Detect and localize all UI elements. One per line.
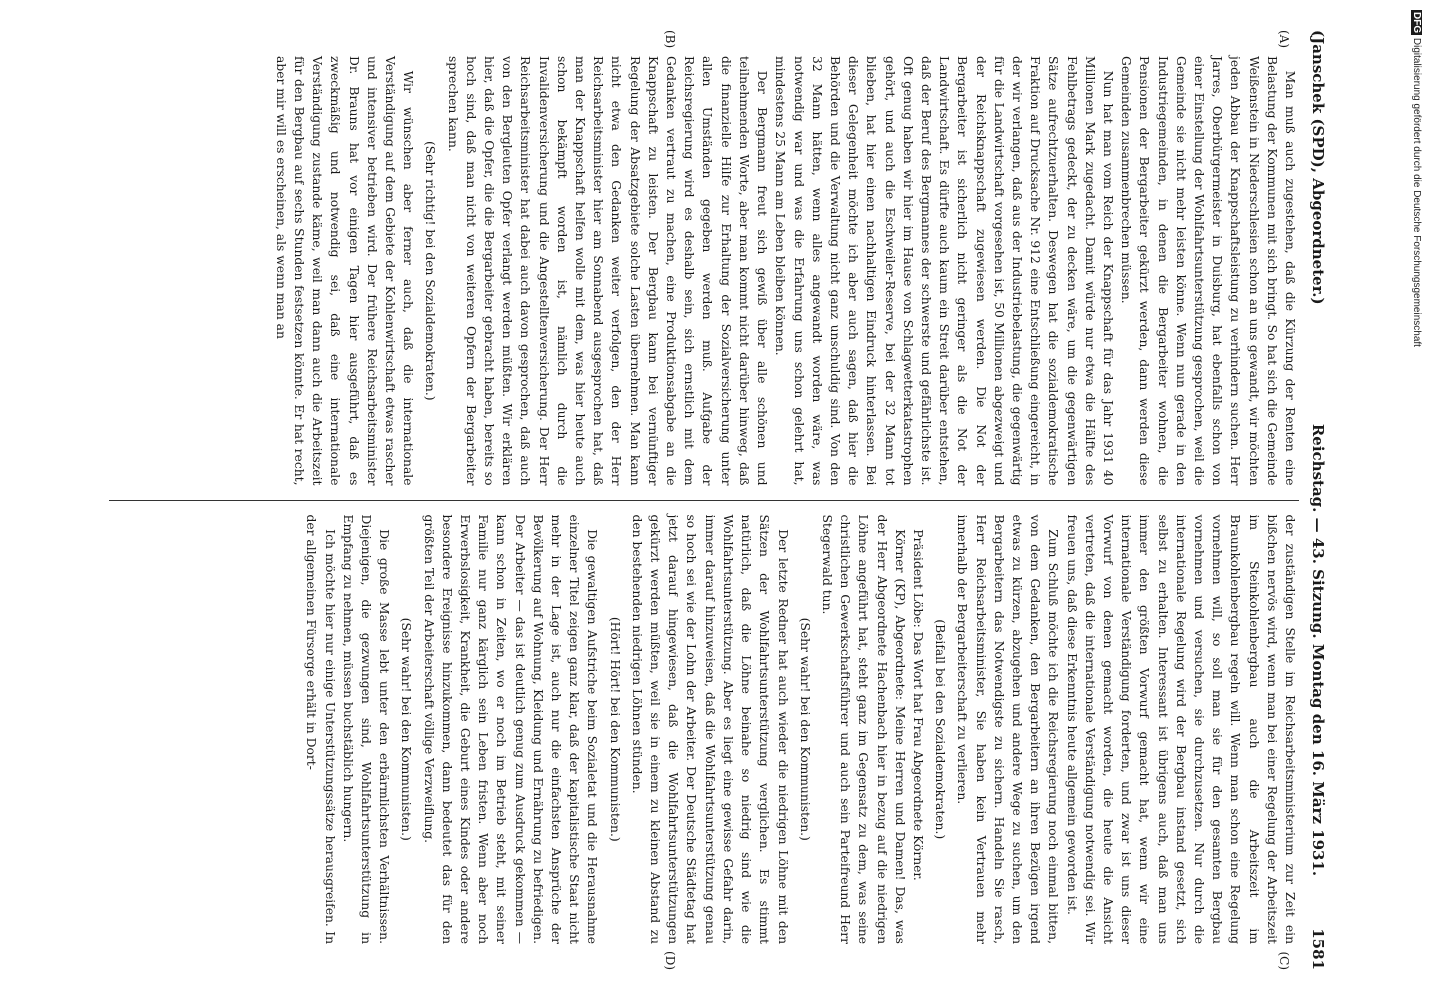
paragraph: Ich möchte hier nur einige Unterstützungssätze herausgreifen. In der allgemeinen Fürsorge erhält in Dort- <box>304 514 337 944</box>
paragraph: Zum Schluß möchte ich die Reichsregierung noch einmal bitten, von dem Gedanken, den Bergarbeitern an ihren Bezügen irgend etwas zu kürzen, abzugehen und andere Wege zu suchen, um den Bergarbeitern das Notwendigste zu sichern. Handeln Sie rasch, Herr Reichsarbeitsminister, Sie haben kein Vertrauen mehr innerhalb der Bergarbeiterschaft zu verlieren. <box>955 514 1061 944</box>
paragraph: Der letzte Redner hat auch wieder die niedrigen Löhne mit den Sätzen der Wohlfahrtsunterstützung verglichen. Es stimmt natürlich, daß die Löhne beinahe so niedrig sind wie die Wohlfahrtsunterstützung. Aber es liegt eine gewisse Gefahr darin, immer darauf hinzuweisen, daß die Wohlfahrtsunterstützung genau so hoch sei wie der Lohn der Arbeiter. Der Deutsche Städtetag hat jetzt darauf hingewiesen, daß die Wohlfahrtsunterstützungen gekürzt werden müßten, weil sie in einem zu kleinen Abstand zu den bestehenden niedrigen Löhnen stünden. <box>629 514 790 944</box>
paragraph: Nun hat man vom Reich der Knappschaft für das Jahr 1931 40 Millionen Mark zugedacht. Damit würde nur etwa die Hälfte des Fehlbetrags gedeckt, der zu decken wäre, um die gegenwärtigen Sätze aufrechtzuerhalten. Deswegen hat die sozialdemokratische Fraktion auf Drucksache Nr. 912 eine Entschließung eingereicht, in der wir verlangen, daß aus der Industriebelastung, die gegenwärtig für die Landwirtschaft vorgesehen ist, 50 Millionen abgezweigt und der Reichsknappschaft zugewiesen werden. Die Not der Bergarbeiter ist sicherlich nicht geringer als die Not der Landwirtschaft. Es dürfte auch kaum ein Streit darüber entstehen, daß der Beruf des Bergmannes der schwerste und gefährlichste ist. Oft genug haben wir hier im Hause von Schlagwetterkatastrophen gehört, und auch die Eschweiler-Reserve, bei der 32 Mann tot blieben, hat hier einen nachhaltigen Eindruck hinterlassen. Bei dieser Gelegenheit möchte ich aber auch sagen, daß hier die Behörden und die Verwaltung nicht ganz unschuldig sind. Von den 32 Mann hätten, wenn alles angewandt worden wäre, was notwendig war und was die Erfahrung uns schon gelehrt hat, mindestens 25 Mann am Leben bleiben können. <box>773 56 1115 486</box>
paragraph: Die gewaltigen Aufstriche beim Sozialetat und die Herausnahme einzelner Titel zeigen ganz klar, daß der kapitalistische Staat nicht mehr in der Lage ist, auch nur die einfachsten Ansprüche der Bevölkerung auf Wohnung, Kleidung und Ernährung zu befriedigen. Der Arbeiter — das ist deutlich genug zum Ausdruck gekommen — kann schon in Zeiten, wo er noch im Betrieb steht, mit seiner Familie nur ganz kärglich sein Leben fristen. Wenn aber noch Erwerbslosigkeit, Krankheit, die Geburt eines Kindes oder andere besondere Ereignisse hinzukommen, dann bedeutet das für den größten Teil der Arbeiterschaft völlige Verzweiflung. <box>421 514 600 944</box>
page-header <box>1303 30 1327 970</box>
page-body <box>109 30 1299 970</box>
speaker-paragraph: Präsident Löbe: Das Wort hat Frau Abgeordnete Körner. <box>910 529 925 881</box>
dfg-logo: DFG <box>1411 12 1422 34</box>
marker-d: (D) <box>663 951 677 970</box>
interjection: (Sehr richtig! bei den Sozialdemokraten.) <box>423 140 438 401</box>
interjection: (Hört! Hört! bei den Kommunisten.) <box>607 616 622 842</box>
speaker-paragraph: Körner (KP), Abgeordnete: Meine Herren und Damen! Das, was der Herr Abgeordnete Hachenbach hier in bezug auf die niedrigen Löhne angeführt hat, steht ganz im Gegensatz zu dem, was seine christlichen Gewerkschaftsführer und auch sein Parteifreund Herr Stegerwald tun. <box>819 514 907 944</box>
page-number: 1581 <box>1309 928 1327 970</box>
marker-b: (B) <box>663 30 677 49</box>
attribution-text-wrap <box>1411 10 1422 347</box>
attribution-text: Digitalisierung gefördert durch die Deutsche Forschungsgemeinschaft <box>1411 37 1422 347</box>
paragraph: der zuständigen Stelle im Reichsarbeitsministerium zur Zeit ein bißchen nervös wird, wenn man bei einer Regelung der Arbeitszeit im Steinkohlenbergbau auch die Arbeitszeit im Braunkohlenbergbau regeln will. Wenn man schon eine Regelung vornehmen will, so soll man sie für den gesamten Bergbau vornehmen und versuchen, sie durchzusetzen. Nur durch die internationale Regelung wird der Bergbau instand gesetzt, sich selbst zu erhalten. Interessant ist übrigens auch, daß man uns immer den größten Vorwurf gemacht hat, wenn wir eine internationale Verständigung forderten, und zwar ist uns dieser Vorwurf von denen gemacht worden, die heute die Ansicht vertreten, daß die internationale Verständigung notwendig sei. Wir freuen uns, daß diese Erkenntnis heute allgemein geworden ist. <box>1064 514 1297 944</box>
speaker-header: (Janschek (SPD), Abgeordneter.) <box>1309 30 1327 305</box>
document-page <box>93 0 1333 1000</box>
page-title: Reichstag. — 43. Sitzung. Montag den 16. März 1931. <box>1309 423 1327 877</box>
paragraph: Der Bergmann freut sich gewiß über alle schönen und teilnehmenden Worte, aber man kommt nicht darüber hinweg, daß die finanzielle Hilfe zur Erhaltung der Sozialversicherung unter allen Umständen gegeben werden muß. Aufgabe der Reichsregierung wird es deshalb sein, sich ernstlich mit dem Gedanken vertraut zu machen, eine Produktionsabgabe an die Knappschaft zu leisten. Der Bergbau kann bei vernünftiger Regelung der Absatzgebiete solche Lasten übernehmen. Man kann nicht etwa den Gedanken weiter verfolgen, den der Herr Reichsarbeitsminister hier am Sonnabend ausgesprochen hat, daß man der Knappschaft helfen wolle mit dem, was hier heute auch schon bekämpft worden ist, nämlich durch die Invalidenversicherung und die Angestelltenversicherung. Der Herr Reichsarbeitsminister hat dabei auch davon gesprochen, daß auch von den Bergleuten Opfer verlangt werden müßten. Wir erklären hier, daß die Opfer, die die Bergarbeiter gebracht haben, bereits so hoch sind, daß man nicht von weiteren Opfern der Bergarbeiter sprechen kann. <box>445 56 770 486</box>
interjection: (Beifall bei den Sozialdemokraten.) <box>933 619 948 840</box>
right-column <box>109 500 1299 971</box>
interjection: (Sehr wahr! bei den Kommunisten.) <box>399 617 414 841</box>
marker-c: (C) <box>1277 951 1291 970</box>
paragraph: Man muß auch zugestehen, daß die Kürzung der Renten eine Belastung der Kommunen mit sich bringt. So hat sich die Gemeinde Weißenstein in Niederschlesien schon an uns gewandt, wir möchten jeden Abbau der Knappschaftsleistung zu verhindern suchen. Herr Jarres, Oberbürgermeister in Duisburg, hat ebenfalls schon von einer Einstellung der Wohlfahrtsunterstützung gesprochen, weil die Gemeinde sie nicht mehr leisten könne. Wenn nun gerade in den Industriegemeinden, in denen die Bergarbeiter wohnen, die Pensionen der Bergarbeiter gekürzt werden, dann werden diese Gemeinden zusammenbrechen müssen. <box>1119 56 1297 486</box>
paragraph: Die große Masse lebt unter den erbärmlichsten Verhältnissen. Diejenigen, die gezwungen sind, Wohlfahrtsunterstützung in Empfang zu nehmen, müssen buchstäblich hungern. <box>340 514 392 944</box>
attribution <box>1404 10 1424 990</box>
interjection: (Sehr wahr! bei den Kommunisten.) <box>797 617 812 841</box>
left-column <box>109 30 1299 500</box>
paragraph: Wir wünschen aber ferner auch, daß die internationale Verständigung auf dem Gebiete der Kohlenwirtschaft etwas rascher und intensiver betrieben wird. Der frühere Reichsarbeitsminister Dr. Brauns hat vor einigen Tagen hier ausgeführt, daß es zweckmäßig und notwendig sei, daß eine internationale Verständigung zustande käme, weil man dann auch die Arbeitszeit für den Bergbau auf sechs Stunden festsetzen könnte. Er hat recht, aber mir will es erscheinen, als wenn man an <box>273 56 416 486</box>
marker-a: (A) <box>1277 30 1291 49</box>
